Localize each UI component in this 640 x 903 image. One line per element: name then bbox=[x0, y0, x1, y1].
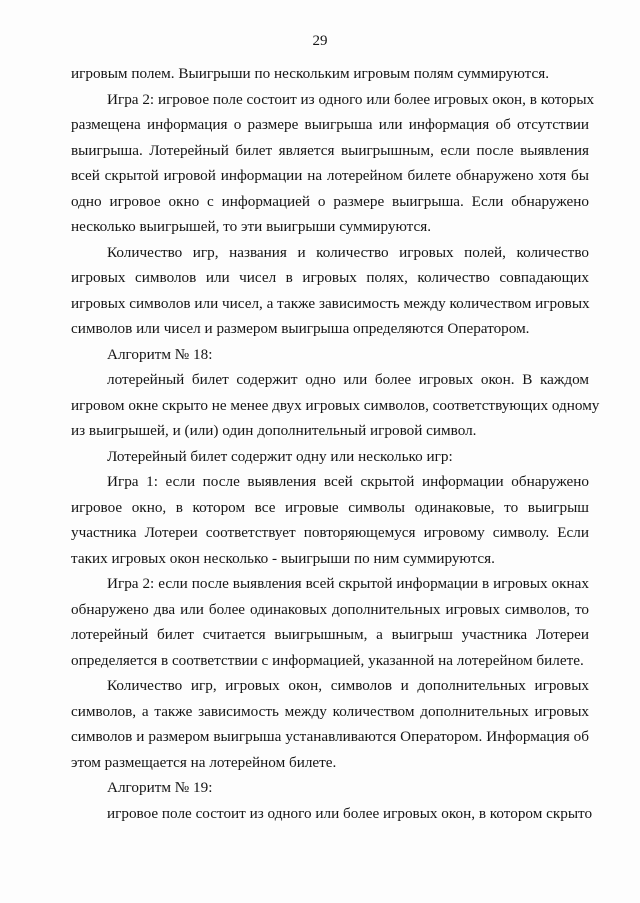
text-line: Игра 1: если после выявления всей скрытой информации обнаружено bbox=[107, 473, 589, 490]
text-line: лотерейный билет считается выигрышным, а выигрыш участника Лотереи bbox=[71, 626, 589, 643]
text-line: Алгоритм № 19: bbox=[107, 779, 213, 796]
paragraph bbox=[71, 87, 595, 240]
paragraph bbox=[71, 444, 589, 470]
text-line: Игра 2: игровое поле состоит из одного или более игровых окон, в которых bbox=[107, 90, 595, 108]
text-line: из выигрышей, и (или) один дополнительный игровой символ. bbox=[71, 422, 477, 439]
text-line: символов или чисел и размером выигрыша определяются Оператором. bbox=[71, 320, 530, 337]
text-line: участника Лотереи соответствует повторяющемуся игровому символу. Если bbox=[71, 524, 589, 541]
paragraph bbox=[71, 61, 589, 87]
text-line: символов, а также зависимость между количеством дополнительных игровых bbox=[71, 702, 589, 720]
text-line: этом размещается на лотерейном билете. bbox=[71, 753, 337, 771]
text-line: определяется в соответствии с информацией, указанной на лотерейном билете. bbox=[71, 651, 584, 669]
text-line: игровых символов или чисел, а также зависимость между количеством игровых bbox=[71, 294, 590, 312]
text-line: обнаружено два или более одинаковых дополнительных игровых символов, то bbox=[71, 600, 589, 618]
text-line: игровое поле состоит из одного или более игровых окон, в котором скрыто bbox=[107, 804, 593, 822]
text-line: Количество игр, названия и количество игровых полей, количество bbox=[107, 243, 589, 261]
paragraph bbox=[71, 673, 589, 775]
text-line: игровым полем. Выигрыши по нескольким игровым полям суммируются. bbox=[71, 65, 549, 82]
text-line: лотерейный билет содержит одно или более игровых окон. В каждом bbox=[107, 371, 589, 388]
text-line: одно игровое окно с информацией о размере выигрыша. Если обнаружено bbox=[71, 192, 589, 210]
paragraph bbox=[71, 801, 593, 827]
text-line: несколько выигрышей, то эти выигрыши суммируются. bbox=[71, 218, 431, 235]
text-line: Лотерейный билет содержит одну или несколько игр: bbox=[107, 447, 453, 465]
text-line: Количество игр, игровых окон, символов и дополнительных игровых bbox=[107, 677, 589, 694]
algorithm-heading bbox=[71, 775, 589, 801]
document-body bbox=[71, 61, 600, 826]
text-line: игровом окне скрыто не менее двух игровых символов, соответствующих одному bbox=[71, 396, 600, 414]
text-line: размещена информация о размере выигрыша или информация об отсутствии bbox=[71, 116, 589, 133]
paragraph bbox=[71, 240, 589, 342]
text-line: Игра 2: если после выявления всей скрытой информации в игровых окнах bbox=[107, 575, 589, 592]
text-line: выигрыша. Лотерейный билет является выигрышным, если после выявления bbox=[71, 141, 589, 159]
algorithm-heading bbox=[71, 342, 589, 368]
text-line: всей скрытой игровой информации на лотерейном билете обнаружено хотя бы bbox=[71, 167, 589, 184]
paragraph bbox=[71, 367, 600, 444]
page-number: 29 bbox=[312, 33, 328, 49]
text-line: игровое окно, в котором все игровые символы одинаковые, то выигрыш bbox=[71, 498, 589, 516]
text-line: Алгоритм № 18: bbox=[107, 345, 213, 363]
text-line: символов и размером выигрыша устанавливаются Оператором. Информация об bbox=[71, 728, 589, 745]
paragraph bbox=[71, 571, 589, 673]
text-line: таких игровых окон несколько - выигрыши по ним суммируются. bbox=[71, 549, 495, 567]
paragraph bbox=[71, 469, 589, 571]
text-line: игровых символов или чисел в игровых полях, количество совпадающих bbox=[71, 269, 589, 286]
